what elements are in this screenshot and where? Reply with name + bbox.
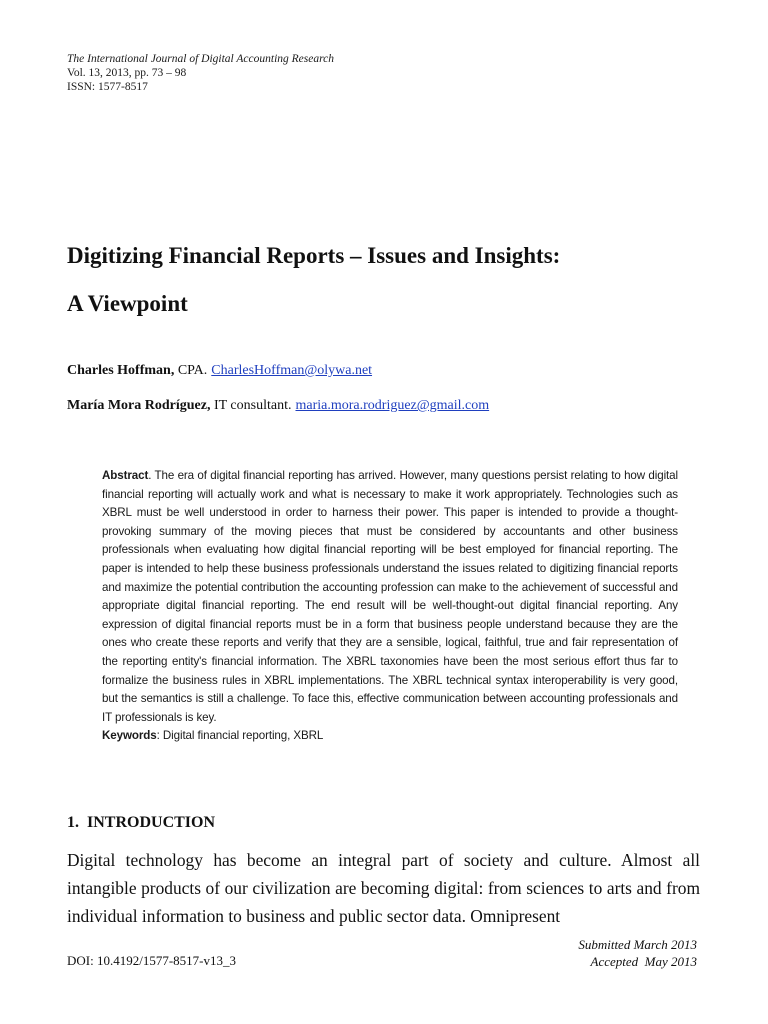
- journal-name: The International Journal of Digital Accounting Research: [67, 53, 335, 65]
- abstract: [102, 467, 678, 746]
- keywords-label: Keywords: [102, 729, 157, 743]
- author-1: [67, 362, 372, 380]
- paper-title-line-1: Digitizing Financial Reports – Issues and Insights:: [67, 243, 561, 268]
- journal-header: [67, 52, 334, 94]
- accepted-date: Accepted May 2013: [590, 954, 697, 969]
- section-body: Digital technology has become an integral part of society and culture. Almost all intangible products of our civilization are becoming digital: from sciences to arts and from individual information to business and public sector data. Omnipresent: [67, 850, 700, 926]
- paper-title-line-2: A Viewpoint: [67, 291, 188, 316]
- section-heading: [67, 812, 215, 834]
- author-2-name: María Mora Rodríguez,: [67, 398, 211, 413]
- footer-dates: [578, 936, 697, 970]
- section-number: 1.: [67, 814, 79, 831]
- journal-volume: Vol. 13, 2013, pp. 73 – 98: [67, 67, 187, 79]
- author-1-name: Charles Hoffman,: [67, 363, 175, 378]
- author-2: [67, 397, 489, 415]
- author-2-email-link[interactable]: maria.mora.rodriguez@gmail.com: [295, 398, 490, 413]
- section-title: INTRODUCTION: [87, 814, 216, 831]
- submitted-date: Submitted March 2013: [578, 937, 697, 952]
- journal-issn: ISSN: 1577-8517: [67, 81, 148, 93]
- abstract-text: . The era of digital financial reporting has arrived. However, many questions persist relating to how digital financial reporting will actually work and what is necessary to make it work appropriately. Technologies such as XBRL must be well understood in order to harness their power. This paper is intended to provide a thought-provoking summary of the moving pieces that must be considered by accountants and other business professionals when evaluating how digital financial reporting will be best employed for financial reporting. The paper is intended to help these business professionals understand the issues related to digitizing financial reports and maximize the potential contribution the accounting profession can make to the achievement of successful and appropriate digital financial reporting. The end result will be well-thought-out digital financial reporting. Any expression of digital financial reports must be in a form that business people understand because they are the ones who create these reports and verify that they are a sensible, logical, faithful, true and fair representation of the reporting entity's financial information. The XBRL taxonomies have been the most serious effort thus far to formalize the business rules in XBRL implementations. The XBRL technical syntax interoperability is very good, but the semantics is still a challenge. To face this, effective communication between accounting professionals and IT professionals is key.: [102, 469, 678, 724]
- footer-doi: DOI: 10.4192/1577-8517-v13_3: [67, 953, 236, 968]
- author-2-role: IT consultant.: [210, 398, 292, 413]
- author-1-email-link[interactable]: CharlesHoffman@olywa.net: [211, 363, 373, 378]
- keywords: [102, 727, 678, 746]
- author-1-role: CPA.: [174, 363, 208, 378]
- abstract-label: Abstract: [102, 469, 149, 482]
- keywords-text: : Digital financial reporting, XBRL: [156, 729, 324, 743]
- paper-title: [67, 232, 717, 328]
